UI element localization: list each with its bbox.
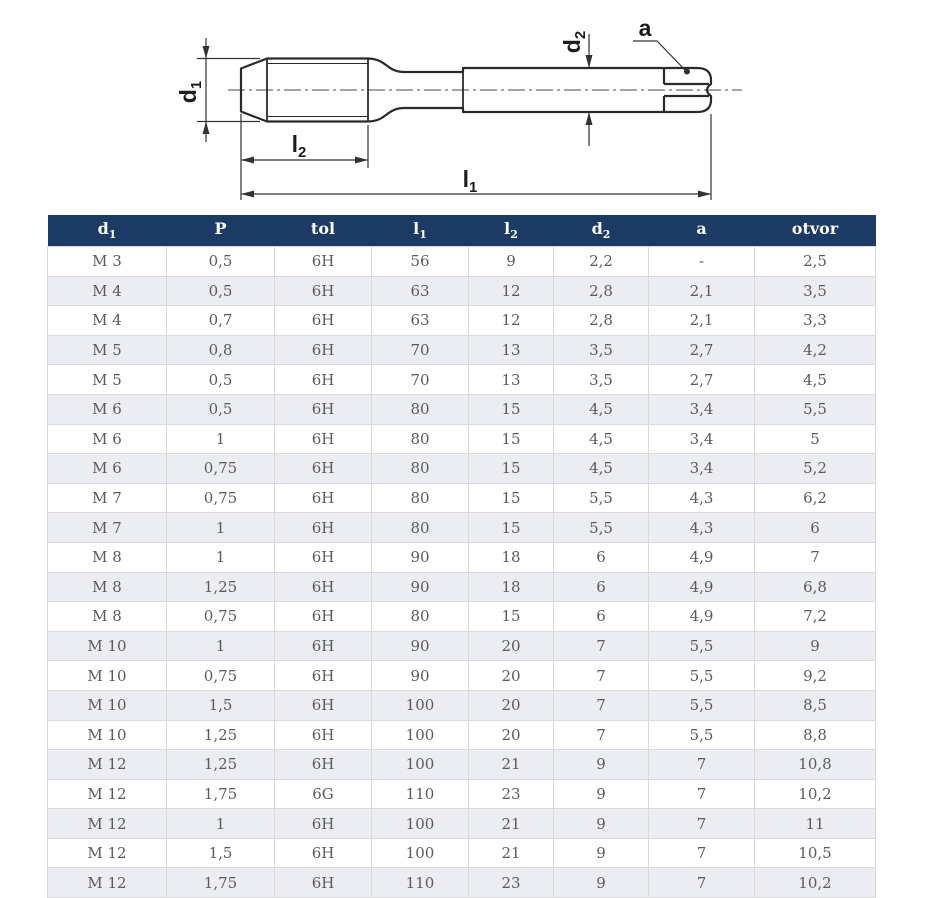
table-cell: 4,9 — [649, 572, 755, 602]
table-cell: 7 — [649, 750, 755, 780]
table-cell: 15 — [469, 454, 554, 484]
table-cell: 6H — [275, 868, 372, 898]
table-cell: 10,8 — [755, 750, 876, 780]
table-cell: 21 — [469, 750, 554, 780]
table-cell: 2,7 — [649, 335, 755, 365]
table-cell: 80 — [372, 513, 469, 543]
table-cell: 100 — [372, 690, 469, 720]
table-cell: 5,5 — [755, 394, 876, 424]
table-cell: 6H — [275, 513, 372, 543]
table-cell: 0,5 — [167, 247, 275, 277]
table-cell: M 12 — [48, 809, 167, 839]
table-cell: 0,5 — [167, 394, 275, 424]
table-cell: 3,4 — [649, 394, 755, 424]
table-cell: 70 — [372, 365, 469, 395]
table-cell: 56 — [372, 247, 469, 277]
table-cell: 23 — [469, 779, 554, 809]
table-cell: 4,3 — [649, 513, 755, 543]
table-cell: 13 — [469, 365, 554, 395]
table-cell: 1,5 — [167, 690, 275, 720]
table-cell: 110 — [372, 779, 469, 809]
table-cell: M 5 — [48, 365, 167, 395]
table-cell: 90 — [372, 661, 469, 691]
table-cell: 21 — [469, 809, 554, 839]
dim-label-l1: $l_1$ — [462, 166, 478, 196]
table-cell: 5,5 — [649, 720, 755, 750]
table-cell: 100 — [372, 809, 469, 839]
table-cell: 9 — [554, 779, 649, 809]
table-cell: 80 — [372, 394, 469, 424]
table-row — [48, 424, 876, 454]
table-cell: 12 — [469, 306, 554, 336]
table-cell: 1 — [167, 542, 275, 572]
table-cell: 7 — [554, 720, 649, 750]
table-row — [48, 809, 876, 839]
table-row — [48, 365, 876, 395]
table-cell: 10,2 — [755, 779, 876, 809]
table-cell: 6G — [275, 779, 372, 809]
table-cell: 1 — [167, 513, 275, 543]
dimension-a — [633, 15, 690, 75]
table-cell: 6H — [275, 720, 372, 750]
table-cell: 1,25 — [167, 750, 275, 780]
table-cell: 6H — [275, 602, 372, 632]
dimension-l1 — [241, 114, 711, 200]
table-cell: 10,5 — [755, 838, 876, 868]
table-cell: 9 — [554, 868, 649, 898]
table-cell: 6 — [554, 602, 649, 632]
table-cell: M 12 — [48, 750, 167, 780]
table-cell: 20 — [469, 720, 554, 750]
table-cell: 5,5 — [554, 483, 649, 513]
table-cell: 0,5 — [167, 365, 275, 395]
table-cell: 6H — [275, 809, 372, 839]
table-cell: 1 — [167, 809, 275, 839]
table-cell: 5 — [755, 424, 876, 454]
col-header-a: a — [649, 215, 755, 247]
table-header-row — [48, 215, 876, 247]
table-cell: 20 — [469, 690, 554, 720]
dim-label-d1: $d_1$ — [175, 80, 205, 104]
table-cell: M 6 — [48, 424, 167, 454]
table-row — [48, 661, 876, 691]
table-cell: 70 — [372, 335, 469, 365]
table-cell: M 6 — [48, 394, 167, 424]
table-cell: 3,5 — [554, 335, 649, 365]
table-cell: M 8 — [48, 542, 167, 572]
table-cell: 2,2 — [554, 247, 649, 277]
table-cell: 100 — [372, 838, 469, 868]
table-cell: 6 — [554, 542, 649, 572]
table-cell: 9 — [554, 750, 649, 780]
table-cell: 100 — [372, 720, 469, 750]
specs-table — [47, 215, 876, 898]
table-cell: 6H — [275, 661, 372, 691]
col-header-l1: $l_1$ — [372, 215, 469, 247]
table-cell: 1 — [167, 631, 275, 661]
table-cell: 80 — [372, 454, 469, 484]
table-cell: 7 — [755, 542, 876, 572]
table-cell: 6H — [275, 276, 372, 306]
table-cell: 9 — [755, 631, 876, 661]
table-cell: M 4 — [48, 306, 167, 336]
table-cell: 4,9 — [649, 602, 755, 632]
table-cell: 6H — [275, 424, 372, 454]
table-cell: 0,75 — [167, 483, 275, 513]
table-cell: M 12 — [48, 838, 167, 868]
table-cell: 15 — [469, 424, 554, 454]
table-cell: M 8 — [48, 602, 167, 632]
table-cell: 0,7 — [167, 306, 275, 336]
table-cell: 4,9 — [649, 542, 755, 572]
table-cell: M 5 — [48, 335, 167, 365]
table-cell: 7 — [649, 838, 755, 868]
table-cell: 2,5 — [755, 247, 876, 277]
table-cell: 13 — [469, 335, 554, 365]
table-cell: 3,3 — [755, 306, 876, 336]
table-row — [48, 394, 876, 424]
table-cell: 7 — [649, 779, 755, 809]
table-cell: 6H — [275, 247, 372, 277]
table-cell: 20 — [469, 661, 554, 691]
table-row — [48, 454, 876, 484]
table-cell: M 7 — [48, 513, 167, 543]
table-cell: 6H — [275, 542, 372, 572]
table-cell: 3,5 — [554, 365, 649, 395]
table-cell: 3,4 — [649, 454, 755, 484]
table-cell: 9 — [554, 838, 649, 868]
col-header-d2: $d_2$ — [554, 215, 649, 247]
table-cell: 3,4 — [649, 424, 755, 454]
table-cell: 110 — [372, 868, 469, 898]
table-cell: M 10 — [48, 661, 167, 691]
table-cell: 1,5 — [167, 838, 275, 868]
table-cell: 80 — [372, 483, 469, 513]
table-cell: 6H — [275, 750, 372, 780]
table-cell: M 4 — [48, 276, 167, 306]
table-cell: 2,7 — [649, 365, 755, 395]
specs-table-container — [47, 215, 875, 898]
col-header-l2: $l_2$ — [469, 215, 554, 247]
table-cell: 2,1 — [649, 306, 755, 336]
table-cell: M 7 — [48, 483, 167, 513]
table-row — [48, 513, 876, 543]
table-cell: 4,5 — [554, 394, 649, 424]
dim-label-a: a — [638, 15, 652, 41]
col-header-d1: $d_1$ — [48, 215, 167, 247]
table-cell: - — [649, 247, 755, 277]
table-cell: M 12 — [48, 779, 167, 809]
table-cell: 18 — [469, 572, 554, 602]
table-cell: M 6 — [48, 454, 167, 484]
table-cell: 3,5 — [755, 276, 876, 306]
table-row — [48, 838, 876, 868]
table-cell: 6H — [275, 365, 372, 395]
table-cell: 4,3 — [649, 483, 755, 513]
table-cell: 15 — [469, 513, 554, 543]
table-row — [48, 602, 876, 632]
table-cell: 1 — [167, 424, 275, 454]
leader-dot — [684, 69, 690, 75]
table-row — [48, 690, 876, 720]
dim-label-l2: $l_2$ — [291, 131, 307, 161]
col-header-p: P — [167, 215, 275, 247]
table-cell: 6H — [275, 572, 372, 602]
table-cell: 20 — [469, 631, 554, 661]
table-cell: M 10 — [48, 631, 167, 661]
table-cell: 6,8 — [755, 572, 876, 602]
table-cell: 0,75 — [167, 454, 275, 484]
table-cell: 5,5 — [649, 631, 755, 661]
dim-label-d2: $d_2$ — [559, 30, 589, 54]
table-cell: M 12 — [48, 868, 167, 898]
table-cell: 2,8 — [554, 306, 649, 336]
table-cell: 0,75 — [167, 602, 275, 632]
dimension-d1 — [175, 38, 260, 142]
table-cell: 100 — [372, 750, 469, 780]
table-cell: 6,2 — [755, 483, 876, 513]
table-row — [48, 483, 876, 513]
table-cell: 9,2 — [755, 661, 876, 691]
table-cell: 11 — [755, 809, 876, 839]
table-row — [48, 779, 876, 809]
table-cell: 1,25 — [167, 720, 275, 750]
table-cell: 0,8 — [167, 335, 275, 365]
col-header-otvor: otvor — [755, 215, 876, 247]
table-cell: 10,2 — [755, 868, 876, 898]
table-cell: 4,5 — [554, 454, 649, 484]
tap-drawing-svg — [0, 0, 925, 215]
table-cell: M 10 — [48, 690, 167, 720]
table-cell: 0,5 — [167, 276, 275, 306]
table-cell: 0,75 — [167, 661, 275, 691]
table-cell: 6 — [755, 513, 876, 543]
table-cell: 7 — [554, 690, 649, 720]
table-cell: 5,5 — [649, 690, 755, 720]
table-cell: 15 — [469, 483, 554, 513]
table-cell: 7 — [554, 631, 649, 661]
table-row — [48, 868, 876, 898]
table-cell: 90 — [372, 542, 469, 572]
table-cell: 80 — [372, 424, 469, 454]
table-cell: 80 — [372, 602, 469, 632]
table-cell: 6H — [275, 335, 372, 365]
table-cell: 2,1 — [649, 276, 755, 306]
table-cell: 1,25 — [167, 572, 275, 602]
table-cell: 5,5 — [649, 661, 755, 691]
col-header-tol: tol — [275, 215, 372, 247]
table-cell: 1,75 — [167, 868, 275, 898]
table-row — [48, 750, 876, 780]
table-cell: M 3 — [48, 247, 167, 277]
table-cell: 4,5 — [554, 424, 649, 454]
specs-table-body — [48, 247, 876, 898]
technical-drawing — [0, 0, 925, 215]
table-cell: 6H — [275, 838, 372, 868]
table-cell: 7 — [649, 868, 755, 898]
table-cell: 6H — [275, 394, 372, 424]
table-cell: 6H — [275, 454, 372, 484]
table-cell: 63 — [372, 276, 469, 306]
table-row — [48, 306, 876, 336]
table-cell: 15 — [469, 602, 554, 632]
table-cell: M 8 — [48, 572, 167, 602]
table-cell: 18 — [469, 542, 554, 572]
table-cell: 7 — [649, 809, 755, 839]
table-row — [48, 276, 876, 306]
table-cell: 90 — [372, 572, 469, 602]
table-cell: 12 — [469, 276, 554, 306]
table-cell: 6H — [275, 690, 372, 720]
table-cell: 4,2 — [755, 335, 876, 365]
table-cell: M 10 — [48, 720, 167, 750]
table-cell: 1,75 — [167, 779, 275, 809]
table-cell: 63 — [372, 306, 469, 336]
table-cell: 7 — [554, 661, 649, 691]
table-row — [48, 247, 876, 277]
table-row — [48, 631, 876, 661]
table-cell: 5,2 — [755, 454, 876, 484]
table-cell: 7,2 — [755, 602, 876, 632]
table-cell: 6H — [275, 306, 372, 336]
table-cell: 2,8 — [554, 276, 649, 306]
table-cell: 8,5 — [755, 690, 876, 720]
table-cell: 21 — [469, 838, 554, 868]
table-row — [48, 720, 876, 750]
table-cell: 90 — [372, 631, 469, 661]
table-row — [48, 572, 876, 602]
table-cell: 9 — [469, 247, 554, 277]
dimension-d2 — [559, 31, 593, 146]
table-row — [48, 542, 876, 572]
table-cell: 9 — [554, 809, 649, 839]
table-row — [48, 335, 876, 365]
table-cell: 15 — [469, 394, 554, 424]
table-cell: 23 — [469, 868, 554, 898]
table-cell: 4,5 — [755, 365, 876, 395]
table-cell: 8,8 — [755, 720, 876, 750]
table-cell: 5,5 — [554, 513, 649, 543]
table-cell: 6H — [275, 631, 372, 661]
table-cell: 6 — [554, 572, 649, 602]
table-cell: 6H — [275, 483, 372, 513]
